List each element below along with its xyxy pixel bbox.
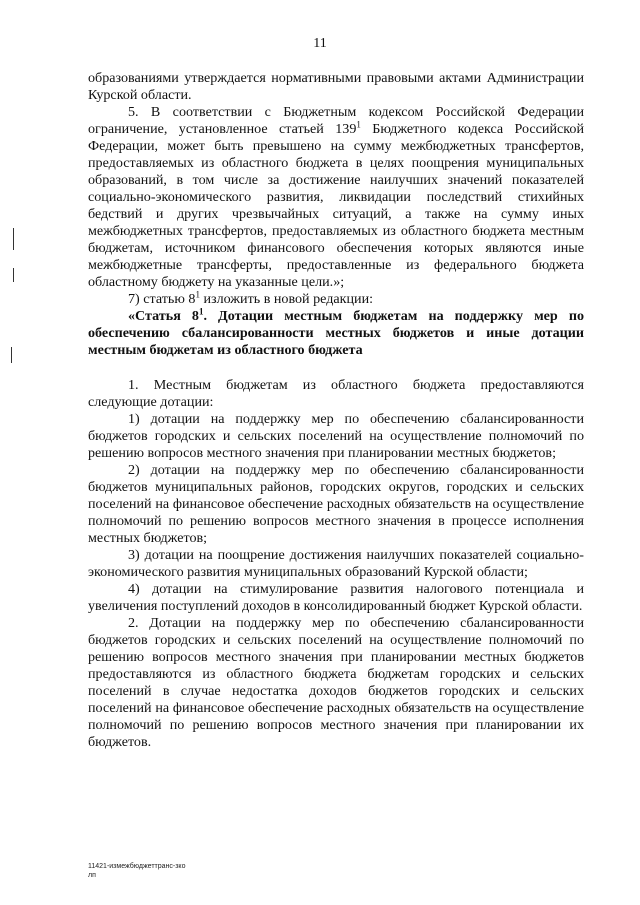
paragraph: 4) дотации на стимулирование развития налогового потенциала и увеличения поступлений доходов в консолидированный бюджет Курской области. [88, 581, 584, 614]
margin-mark [13, 268, 14, 282]
paragraph-text: 7) статью 8 [128, 291, 196, 307]
margin-mark [13, 228, 14, 250]
heading-text: «Статья 8 [128, 308, 199, 324]
paragraph: 2. Дотации на поддержку мер по обеспечению сбалансированности бюджетов городских и сельских поселений на осуществление полномочий по решению вопросов местного значения при планировании местных бюджетов предоставляются из областного бюджета бюджетам городских и сельских поселений в случае недостатка доходов бюджетов городских и сельских поселений на финансовое обеспечение расходных обязательств на осуществление полномочий по решению вопросов местного значения при планировании их бюджетов. [88, 615, 584, 750]
footer-line: лп [88, 872, 96, 879]
footer-line: 11421-измежбюджеттранс-зко [88, 863, 186, 870]
document-footer [88, 862, 185, 880]
document-body [88, 70, 584, 751]
paragraph: 3) дотации на поощрение достижения наилучших показателей социально-экономического развития муниципальных образований Курской области; [88, 547, 584, 580]
paragraph: 1. Местным бюджетам из областного бюджета предоставляются следующие дотации: [88, 377, 584, 410]
paragraph [88, 104, 584, 291]
paragraph: 2) дотации на поддержку мер по обеспечению сбалансированности бюджетов муниципальных районов, городских округов, городских и сельских поселений на финансовое обеспечение расходных обязательств на осуществление полномочий по решению вопросов местного значения в процессе исполнения местных бюджетов; [88, 462, 584, 546]
paragraph: образованиями утверждается нормативными правовыми актами Администрации Курской области. [88, 70, 584, 103]
superscript: 1 [356, 119, 361, 130]
paragraph: 1) дотации на поддержку мер по обеспечению сбалансированности бюджетов городских и сельских поселений на осуществление полномочий по решению вопросов местного значения при планировании местных бюджетов; [88, 411, 584, 461]
heading-text: . Дотации местным бюджетам на поддержку мер по обеспечению сбалансированности местных бюджетов и иные дотации местным бюджетам из областного бюджета [88, 308, 585, 358]
paragraph-text: изложить в новой редакции: [199, 291, 374, 307]
margin-mark [11, 347, 12, 363]
paragraph-text: 5. В соответствии с Бюджетным кодексом Российской Федерации ограничение, установленное статьей 139 [88, 104, 584, 137]
paragraph-text: Бюджетного кодекса Российской Федерации, может быть превышено на сумму межбюджетных трансфертов, предоставляемых из областного бюджета в целях поощрения муниципальных образований, в том числе за достижение наилучших значений показателей социально-экономического развития, ликвидации последствий стихийных бедствий и других чрезвычайных ситуаций, а также на сумму иных межбюджетных трансфертов, предоставляемых из областного бюджета местным бюджетам, источником финансового обеспечения которых являются иные межбюджетные трансферты, предоставленные из федерального бюджета областному бюджету на указанные цели.»; [88, 121, 584, 290]
superscript: 1 [195, 289, 200, 300]
paragraph [88, 291, 584, 308]
superscript: 1 [198, 306, 204, 317]
page-number: 11 [313, 36, 327, 51]
article-heading [88, 308, 584, 359]
spacer [88, 359, 584, 377]
